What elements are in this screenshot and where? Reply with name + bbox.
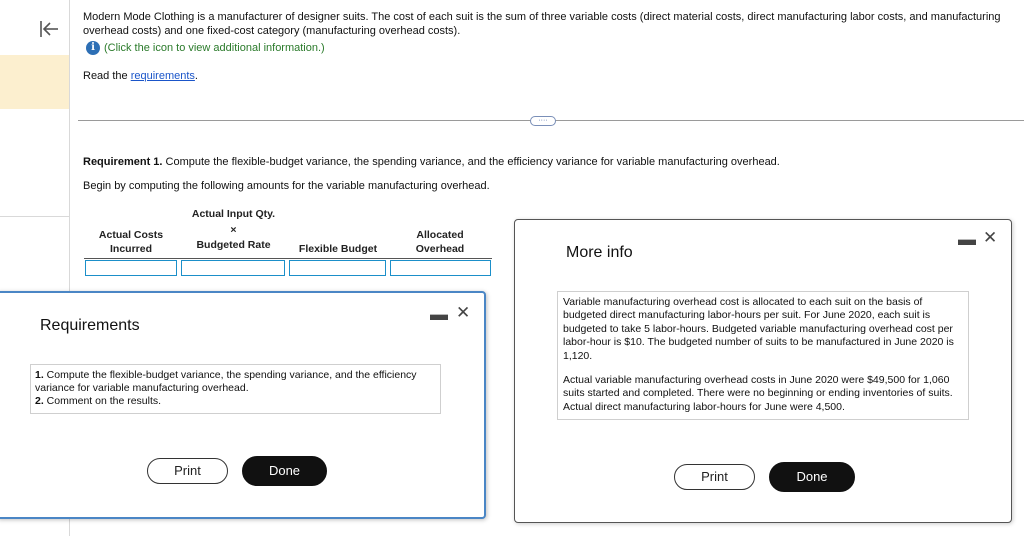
info-icon[interactable]: i — [86, 41, 100, 55]
col1-line1: Actual Costs — [98, 229, 164, 241]
col-header-actual-costs — [84, 228, 178, 256]
requirements-link[interactable]: requirements — [130, 70, 195, 82]
col-header-actual-input-budgeted-rate — [181, 207, 286, 252]
read-prefix: Read the — [83, 70, 131, 82]
item2-text: Comment on the results. — [43, 395, 162, 407]
requirements-close-icon[interactable]: ✕ — [456, 303, 471, 322]
col-header-allocated-overhead — [388, 228, 492, 256]
requirement-1-text: Compute the flexible-budget variance, the spending variance, and the efficiency variance for variable manufacturing overhead. — [162, 156, 780, 168]
more-info-content — [557, 291, 969, 420]
requirement-item-2 — [35, 395, 436, 408]
col-header-flexible-budget: Flexible Budget — [298, 243, 378, 255]
flexible-budget-input[interactable] — [289, 260, 386, 276]
info-row[interactable] — [86, 40, 325, 56]
rail-divider — [0, 216, 69, 217]
divider-expand-handle[interactable]: ···· — [530, 116, 556, 126]
col2-line1: Actual Input Qty. — [191, 208, 276, 220]
collapse-panel-icon[interactable] — [38, 18, 60, 40]
more-info-title: More info — [566, 244, 633, 261]
actual-costs-input[interactable] — [85, 260, 177, 276]
more-info-paragraph-2: Actual variable manufacturing overhead costs in June 2020 were $49,500 for 1,060 suits started and completed. There were no beginning or ending inventories of suits. Actual direct manufacturing labor-hours for June were 4,500. — [563, 374, 953, 413]
col1-line2: Incurred — [109, 243, 152, 255]
requirement-1-label: Requirement 1. — [83, 156, 163, 168]
header-rule — [84, 258, 492, 259]
requirements-list — [30, 364, 441, 414]
more-info-close-icon[interactable]: ✕ — [983, 228, 998, 247]
requirement-1-heading — [83, 156, 780, 168]
problem-intro: Modern Mode Clothing is a manufacturer of designer suits. The cost of each suit is the sum of three variable costs (direct material costs, direct manufacturing labor costs, and manufacturing overhead costs) and one fixed-cost category (manufacturing overhead costs). — [83, 11, 1001, 37]
item1-text: Compute the flexible-budget variance, the spending variance, and the efficiency variance for variable manufacturing overhead. — [35, 369, 417, 394]
requirements-minimize-icon[interactable]: ▬ — [430, 304, 448, 324]
allocated-overhead-input[interactable] — [390, 260, 491, 276]
requirements-print-button[interactable]: Print — [147, 458, 228, 484]
instruction-text: Begin by computing the following amounts for the variable manufacturing overhead. — [83, 180, 490, 192]
col4-line2: Overhead — [415, 243, 465, 255]
item1-num: 1. — [35, 369, 44, 381]
requirement-item-1 — [35, 369, 436, 395]
item2-num: 2. — [35, 395, 44, 407]
info-link-text[interactable]: (Click the icon to view additional information.) — [104, 42, 325, 54]
col2-operator: × — [230, 224, 237, 236]
read-suffix: . — [194, 70, 198, 82]
more-info-print-button[interactable]: Print — [674, 464, 755, 490]
read-requirements-line — [83, 70, 198, 82]
more-info-done-button[interactable]: Done — [769, 462, 855, 492]
requirements-done-button[interactable]: Done — [242, 456, 327, 486]
col4-line1: Allocated — [416, 229, 464, 241]
more-info-minimize-icon[interactable]: ▬ — [958, 229, 976, 249]
col2-line2: Budgeted Rate — [196, 239, 271, 251]
more-info-paragraph-1: Variable manufacturing overhead cost is allocated to each suit on the basis of budgeted direct manufacturing labor-hours per suit. For June 2020, each suit is budgeted to take 5 labor-hours. Budgeted variable manufacturing overhead cost per labor-hour is $10. The budgeted number of suits to be manufactured in June 2020 is 1,120. — [563, 296, 954, 362]
requirements-dialog-title: Requirements — [40, 317, 140, 334]
budgeted-rate-input[interactable] — [181, 260, 285, 276]
rail-current-highlight — [0, 55, 69, 109]
